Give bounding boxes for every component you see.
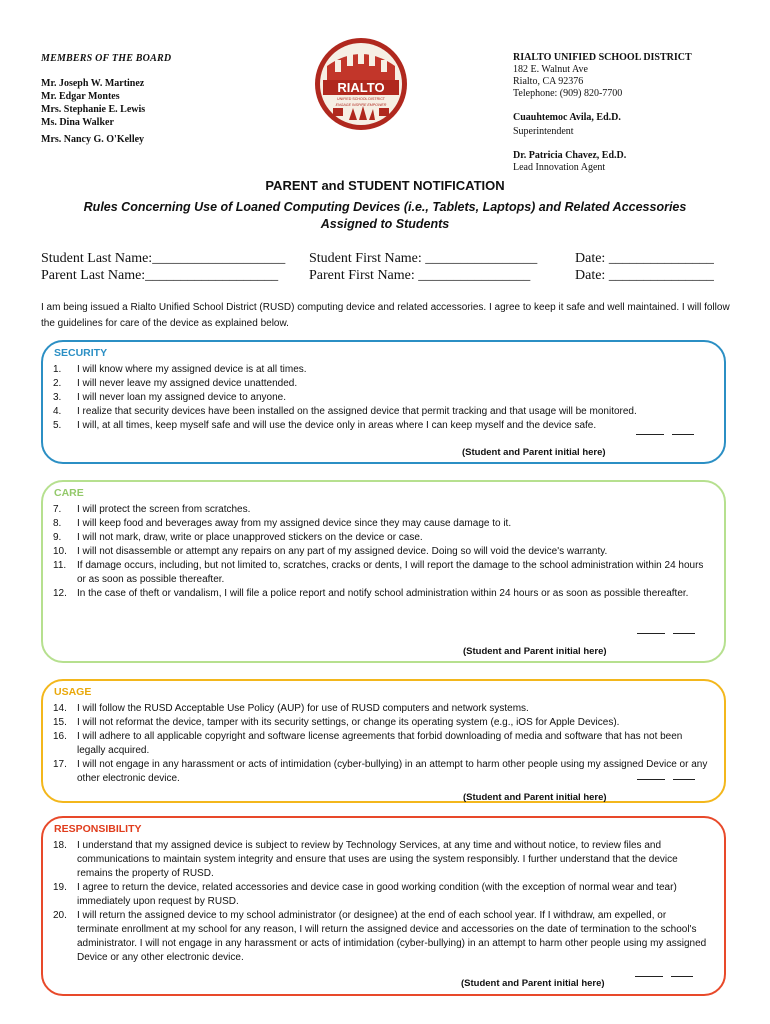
board-members: [41, 52, 171, 146]
responsibility-rules-list: [53, 839, 708, 965]
agent-name: Dr. Patricia Chavez, Ed.D.: [513, 150, 627, 161]
list-item: 9. I will not mark, draw, write or place unapproved stickers on the device or case.: [53, 532, 423, 543]
date-fields: [575, 250, 714, 284]
list-item: 19. I agree to return the device, related accessories and device case in good working condition (with the exception of normal wear and tear) immediately upon request by RUSD.: [53, 882, 677, 907]
security-heading: SECURITY: [54, 347, 108, 359]
initial-label: (Student and Parent initial here): [463, 792, 607, 803]
list-item: 3. I will never loan my assigned device to anyone.: [53, 392, 287, 403]
intro-paragraph: I am being issued a Rialto Unified School District (RUSD) computing device and related accessories. I agree to keep it safe and well maintained. I will follow the guidelines for care of the device as explained below.: [41, 302, 730, 329]
student-first-name-field[interactable]: Student First Name: ________________: [309, 251, 538, 266]
initial-lines[interactable]: [636, 434, 694, 435]
board-member: Mrs. Nancy G. O'Kelley: [41, 134, 145, 145]
security-rules-list: [53, 363, 708, 433]
board-member: Mrs. Stephanie E. Lewis: [41, 104, 146, 115]
list-item: 12. In the case of theft or vandalism, I will file a police report and notify school administration within 24 hours or as soon as possible thereafter.: [53, 588, 689, 599]
care-heading: CARE: [54, 487, 84, 499]
responsibility-heading: RESPONSIBILITY: [54, 823, 142, 835]
logo-tagline-1: UNIFIED SCHOOL DISTRICT: [337, 97, 385, 101]
list-item: 18. I understand that my assigned device is subject to review by Technology Services, at any time and without notice, to review files and communications to maintain system integrity and ensure that uses are using the system responsibly. I further understand that the device remains the property of RUSD.: [53, 840, 678, 879]
initial-label: (Student and Parent initial here): [463, 646, 607, 657]
parent-last-name-field[interactable]: Parent Last Name:___________________: [41, 268, 279, 283]
list-item: 5. I will, at all times, keep myself safe and will use the device only in areas where I can keep myself and the device safe.: [53, 420, 597, 431]
list-item: 10. I will not disassemble or attempt any repairs on any part of my assigned device. Doing so will void the device's warranty.: [53, 546, 608, 557]
page-title: PARENT and STUDENT NOTIFICATION: [265, 178, 505, 193]
initial-label: (Student and Parent initial here): [461, 978, 605, 989]
page-subtitle: Rules Concerning Use of Loaned Computing Devices (i.e., Tablets, Laptops) and Related Accessories Assigned to Students: [83, 200, 687, 231]
logo-tagline-2: ENGAGE INSPIRE EMPOWER: [335, 103, 387, 107]
district-info: [513, 52, 692, 174]
board-member: Ms. Dina Walker: [41, 117, 114, 128]
district-phone: Telephone: (909) 820-7700: [513, 88, 623, 99]
list-item: 15. I will not reformat the device, tamper with its security settings, or change its operating system (e.g., iOS for Apple Devices).: [53, 717, 620, 728]
district-name: RIALTO UNIFIED SCHOOL DISTRICT: [513, 52, 692, 63]
list-item: 16. I will adhere to all applicable copyright and software license agreements that forbid downloading of media and software that has not been legally acquired.: [53, 731, 683, 756]
board-heading: MEMBERS OF THE BOARD: [41, 53, 172, 64]
list-item: 17. I will not engage in any harassment or acts of intimidation (cyber-bullying) in an attempt to harm other people using my assigned Device or any other electronic device.: [53, 759, 708, 784]
student-last-name-field[interactable]: Student Last Name:___________________: [41, 251, 286, 266]
logo-name: RIALTO: [337, 80, 385, 95]
initial-lines[interactable]: [635, 976, 693, 977]
first-name-fields: [309, 250, 537, 284]
list-item: 2. I will never leave my assigned device unattended.: [53, 378, 298, 389]
list-item: 14. I will follow the RUSD Acceptable Use Policy (AUP) for use of RUSD computers and network systems.: [53, 703, 529, 714]
superintendent-name: Cuauhtemoc Avila, Ed.D.: [513, 112, 621, 123]
parent-date-field[interactable]: Date: _______________: [575, 268, 714, 283]
list-item: 7. I will protect the screen from scratches.: [53, 504, 251, 515]
initial-lines[interactable]: [637, 779, 695, 780]
last-name-fields: [41, 250, 285, 284]
superintendent-title: Superintendent: [513, 126, 574, 137]
list-item: 8. I will keep food and beverages away from my assigned device since they may cause damage to it.: [53, 518, 512, 529]
usage-heading: USAGE: [54, 686, 92, 698]
list-item: 20. I will return the assigned device to my school administrator (or designee) at the end of each school year. If I withdraw, am expelled, or terminate enrollment at my school for any reason, I will return the assigned device and accessories on the date of termination to the school's administrator. I will not engage in any harassment or acts of intimidation (cyber-bullying) in an attempt to harm other people using my assigned Device or any other electronic device.: [53, 910, 707, 963]
board-member: Mr. Edgar Montes: [41, 91, 120, 102]
board-member: Mr. Joseph W. Martinez: [41, 78, 145, 89]
initial-lines[interactable]: [637, 633, 695, 634]
rialto-logo: [313, 36, 409, 132]
care-section: [41, 480, 726, 663]
care-rules-list: [53, 503, 708, 601]
district-address-1: 182 E. Walnut Ave: [513, 64, 588, 75]
usage-rules-list: [53, 702, 708, 786]
district-address-2: Rialto, CA 92376: [513, 76, 584, 87]
initial-label: (Student and Parent initial here): [462, 447, 606, 458]
parent-first-name-field[interactable]: Parent First Name: ________________: [309, 268, 531, 283]
list-item: 11. If damage occurs, including, but not limited to, scratches, cracks or dents, I will report the damage to the school administration within 24 hours or as soon as possible thereafter.: [53, 560, 704, 585]
responsibility-section: [41, 816, 726, 996]
security-section: [41, 340, 726, 464]
agent-title: Lead Innovation Agent: [513, 162, 606, 173]
student-date-field[interactable]: Date: _______________: [575, 251, 714, 266]
usage-section: [41, 679, 726, 803]
list-item: 1. I will know where my assigned device is at all times.: [53, 364, 307, 375]
list-item: 4. I realize that security devices have been installed on the assigned device that permit tracking and that usage will be monitored.: [53, 406, 637, 417]
